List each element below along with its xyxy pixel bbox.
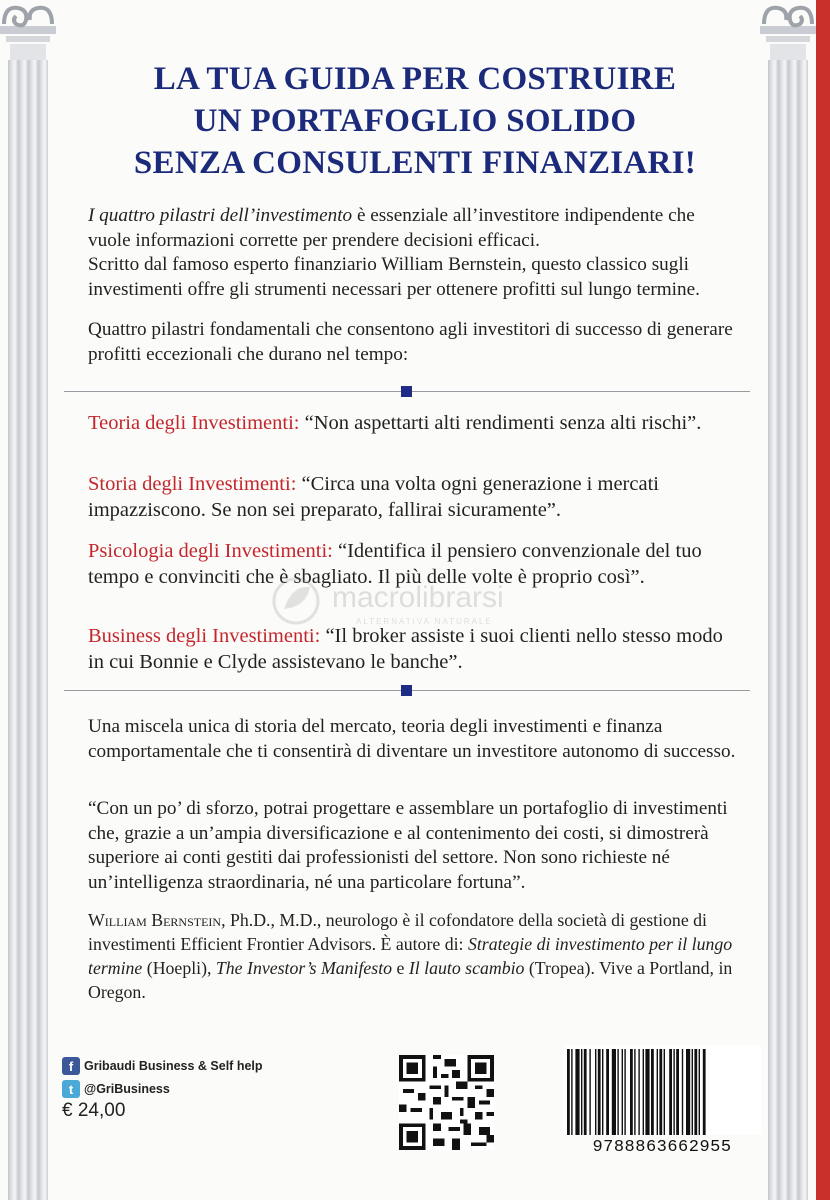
- price: € 24,00: [62, 1100, 126, 1121]
- headline-line-2: UN PORTAFOGLIO SOLIDO: [193, 103, 637, 139]
- pillar-quote: “Il broker assiste i suoi clienti nello stesso modo in cui Bonnie e Clyde assistevano le banche”.: [88, 625, 723, 673]
- pillars-intro: [88, 318, 740, 367]
- book-title: I quattro pilastri dell’investimento: [88, 205, 353, 226]
- intro-paragraph-3: Quattro pilastri fondamentali che consentono agli investitori di successo di generare profitti eccezionali che durano nel tempo:: [88, 319, 733, 365]
- barcode: [563, 1045, 761, 1135]
- pillar-label: Psicologia degli Investimenti:: [88, 540, 333, 562]
- bernstein-quote: “Con un po’ di sforzo, potrai progettare e assemblare un portafoglio di investimenti che, grazie a un’ampia diversificazione e al contenimento dei costi, si dimostrerà superiore ai conti gestiti dai professionisti del settore. Non sono richieste né un’intelligenza straordinaria, né una particolare fortuna”.: [88, 798, 728, 893]
- author-bio: [88, 908, 740, 1004]
- watermark-tagline: ALTERNATIVA NATURALE: [356, 617, 493, 626]
- pillar-label: Storia degli Investimenti:: [88, 473, 297, 495]
- leaf-logo-icon: [270, 575, 322, 627]
- facebook-label: Gribaudi Business & Self help: [84, 1059, 263, 1073]
- column-capital-icon: [760, 0, 816, 62]
- author-bio-text: , Ph.D., M.D., neurologo è il cofondatore della società di gestione di investimenti Efficient Frontier Advisors. È autore di:: [88, 910, 707, 954]
- pillar-label: Business degli Investimenti:: [88, 625, 321, 647]
- author-bio-text: (Hoepli),: [142, 958, 216, 978]
- pillar-label: Teoria degli Investimenti:: [88, 412, 300, 434]
- body-paragraph-1: Una miscela unica di storia del mercato, teoria degli investimenti e finanza comportamentale che ti consentirà di diventare un investitore autonomo di successo.: [88, 716, 736, 762]
- intro-paragraph-1: [88, 204, 740, 253]
- separator-square-icon: [401, 685, 412, 696]
- qr-code: [399, 1055, 494, 1150]
- author-bio-text: e: [392, 958, 409, 978]
- facebook-handle: [62, 1057, 263, 1075]
- headline: [60, 58, 770, 184]
- watermark-brand: macrolibrarsi: [332, 581, 504, 614]
- author-name: William Bernstein: [88, 910, 222, 930]
- pillar-quote: “Non aspettarti alti rendimenti senza alti rischi”.: [299, 412, 702, 434]
- author-book-title: Strategie di investimento per il lungo termine: [88, 934, 733, 978]
- twitter-handle: [62, 1080, 170, 1098]
- twitter-label: @GriBusiness: [84, 1082, 170, 1096]
- twitter-icon: t: [62, 1080, 80, 1098]
- cover-edge: [816, 0, 830, 1200]
- intro-paragraph-1-text: è essenziale all’investitore indipendente che vuole informazioni corrette per prendere decisioni efficaci.: [88, 205, 695, 251]
- quote-block: [88, 797, 740, 895]
- pillar-history: [88, 471, 740, 523]
- column-capital-icon: [0, 0, 56, 62]
- facebook-icon: f: [62, 1057, 80, 1075]
- headline-line-1: LA TUA GUIDA PER COSTRUIRE: [153, 61, 677, 97]
- pillar-quote: “Identifica il pensiero convenzionale del tuo tempo e convinciti che è sbagliato. Il più delle volte è proprio così”.: [88, 540, 702, 588]
- author-bio-text: (Tropea). Vive a Portland, in Oregon.: [88, 958, 733, 1002]
- left-column-decoration: [0, 0, 56, 1200]
- pillar-theory: [88, 410, 740, 436]
- intro-paragraph-2: Scritto dal famoso esperto finanziario William Bernstein, questo classico sugli investimenti offre gli strumenti necessari per ottenere profitti sul lungo termine.: [88, 254, 700, 300]
- separator-top: [64, 386, 750, 398]
- intro-block: [88, 204, 740, 302]
- author-book-title: Il lauto scambio: [408, 958, 525, 978]
- separator-bottom: [64, 685, 750, 697]
- separator-square-icon: [401, 386, 412, 397]
- headline-line-3: SENZA CONSULENTI FINANZIARI!: [133, 145, 697, 181]
- watermark: [270, 575, 550, 635]
- pillar-quote: “Circa una volta ogni generazione i mercati impazziscono. Se non sei preparato, fallirai sicuramente”.: [88, 473, 659, 521]
- author-book-title: The Investor’s Manifesto: [215, 958, 393, 978]
- isbn-number: 9788863662955: [592, 1138, 732, 1157]
- body-paragraph: [88, 715, 740, 764]
